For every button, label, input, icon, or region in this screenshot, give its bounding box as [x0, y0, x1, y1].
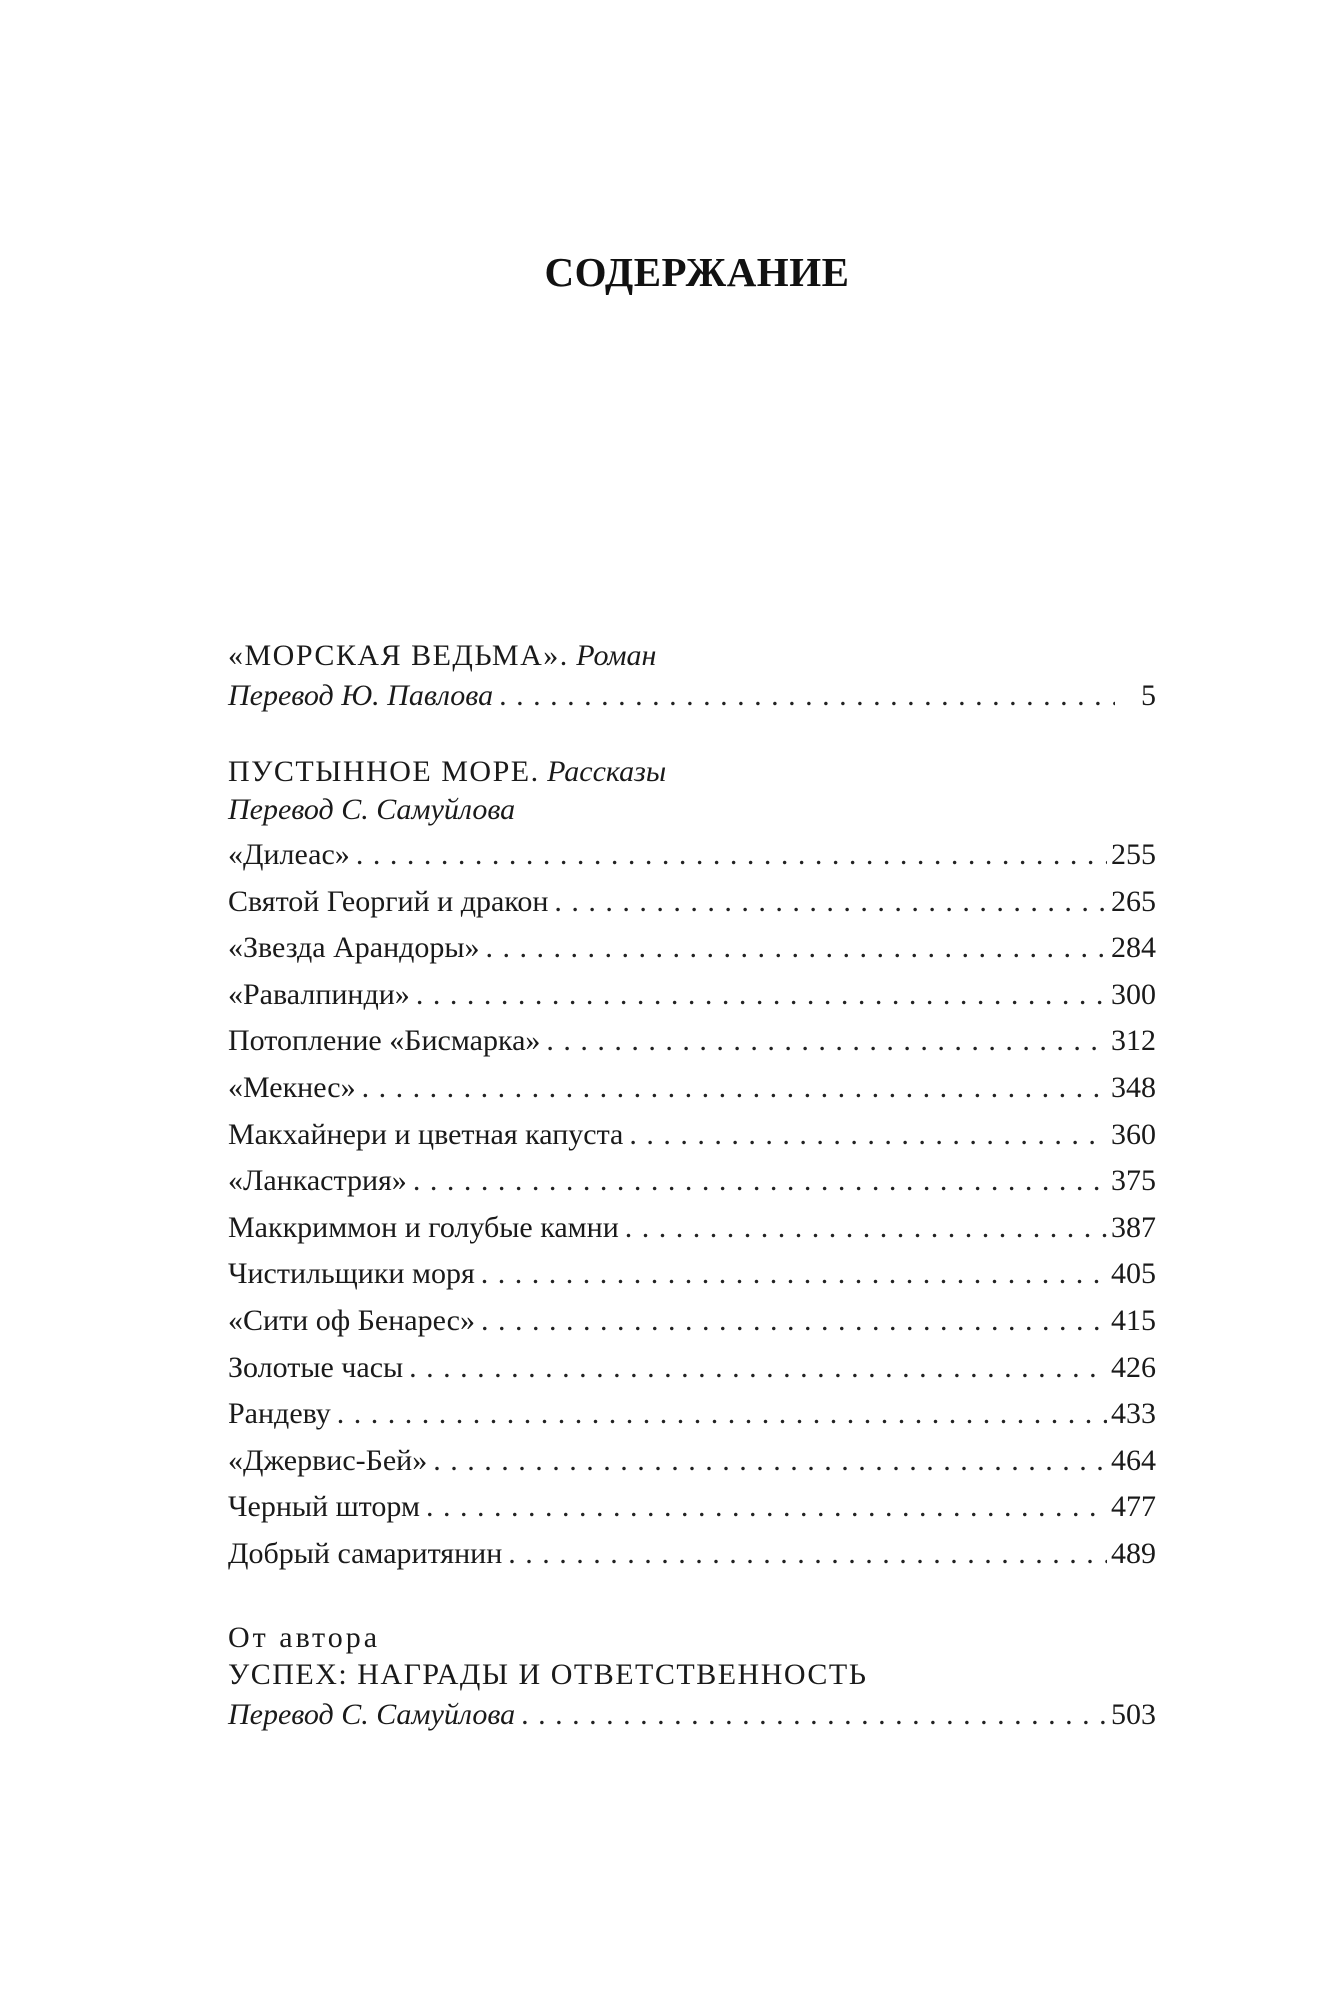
page-number: 387 — [1111, 1211, 1156, 1244]
stories-heading — [228, 752, 1156, 792]
page-number: 265 — [1111, 885, 1156, 918]
entry-title: «Мекнес» — [228, 1071, 356, 1104]
afterword-label: От автора — [228, 1621, 381, 1654]
dot-leader — [625, 1208, 1107, 1248]
dot-leader — [481, 1301, 1107, 1341]
entry-title: Золотые часы — [228, 1351, 404, 1384]
entry-title: Макхайнери и цветная капуста — [228, 1118, 624, 1151]
toc-entry[interactable] — [228, 975, 1156, 1015]
dot-leader — [362, 1068, 1107, 1108]
dot-leader — [508, 1534, 1107, 1574]
dot-leader — [337, 1394, 1107, 1434]
dot-leader — [486, 928, 1107, 968]
toc-entry[interactable] — [228, 1441, 1156, 1481]
page-number: 255 — [1111, 838, 1156, 871]
dot-leader — [433, 1441, 1107, 1481]
entry-title: «Равалпинди» — [228, 978, 410, 1011]
entry-title: Чистильщики моря — [228, 1257, 475, 1290]
entry-title: Черный шторм — [228, 1490, 420, 1523]
toc-entry[interactable] — [228, 1161, 1156, 1201]
entry-title: Рандеву — [228, 1397, 331, 1430]
toc-entry[interactable] — [228, 882, 1156, 922]
stories-genre: Рассказы — [547, 755, 667, 788]
toc-entry[interactable] — [228, 1487, 1156, 1527]
page-number: 405 — [1111, 1257, 1156, 1290]
page-number: 375 — [1111, 1164, 1156, 1197]
entry-title: Святой Георгий и дракон — [228, 885, 549, 918]
toc-entry[interactable] — [228, 928, 1156, 968]
toc-entry[interactable] — [228, 1208, 1156, 1248]
entry-title: «Дилеас» — [228, 838, 350, 871]
page-number: 426 — [1111, 1351, 1156, 1384]
novel-translator: Перевод Ю. Павлова — [228, 679, 494, 712]
page-number: 300 — [1111, 978, 1156, 1011]
stories-translator: Перевод С. Самуйлова — [228, 793, 516, 826]
page-number: 360 — [1111, 1118, 1156, 1151]
entry-title: «Звезда Арандоры» — [228, 931, 480, 964]
toc-entry[interactable] — [228, 1348, 1156, 1388]
dot-leader — [413, 1161, 1107, 1201]
novel-genre: Роман — [576, 639, 657, 672]
page-number: 477 — [1111, 1490, 1156, 1523]
dot-leader — [546, 1021, 1107, 1061]
toc-entry[interactable] — [228, 1301, 1156, 1341]
toc-entry[interactable] — [228, 835, 1156, 875]
entry-title: «Ланкастрия» — [228, 1164, 407, 1197]
toc-entry[interactable] — [228, 1021, 1156, 1061]
page-title: СОДЕРЖАНИЕ — [544, 249, 850, 295]
dot-leader — [416, 975, 1107, 1015]
page-number: 348 — [1111, 1071, 1156, 1104]
afterword-translator: Перевод С. Самуйлова — [228, 1698, 516, 1731]
toc-entry[interactable] — [228, 1115, 1156, 1155]
entry-title: «Сити оф Бенарес» — [228, 1304, 475, 1337]
afterword-entry[interactable] — [228, 1695, 1156, 1735]
entry-title: Маккриммон и голубые камни — [228, 1211, 619, 1244]
entry-title: Потопление «Бисмарка» — [228, 1024, 541, 1057]
dot-leader — [356, 835, 1107, 875]
toc-entry[interactable] — [228, 1068, 1156, 1108]
dot-leader — [409, 1348, 1107, 1388]
page-number: 489 — [1111, 1537, 1156, 1570]
stories-title[interactable]: ПУСТЫННОЕ МОРЕ. — [228, 755, 540, 788]
dot-leader — [629, 1115, 1107, 1155]
dot-leader — [499, 676, 1115, 716]
toc-entry[interactable] — [228, 1394, 1156, 1434]
page-number: 312 — [1111, 1024, 1156, 1057]
novel-heading — [228, 636, 1156, 676]
entry-title: Добрый самаритянин — [228, 1537, 503, 1570]
toc-entry[interactable] — [228, 1534, 1156, 1574]
dot-leader — [554, 882, 1107, 922]
page-number: 503 — [1111, 1698, 1156, 1731]
novel-entry[interactable] — [228, 676, 1156, 716]
dot-leader — [426, 1487, 1107, 1527]
novel-title[interactable]: «МОРСКАЯ ВЕДЬМА». — [228, 639, 569, 672]
page-number: 464 — [1111, 1444, 1156, 1477]
dot-leader — [521, 1695, 1107, 1735]
afterword-heading[interactable]: УСПЕХ: НАГРАДЫ И ОТВЕТСТВЕННОСТЬ — [228, 1658, 868, 1691]
page-number: 415 — [1111, 1304, 1156, 1337]
page-number: 433 — [1111, 1397, 1156, 1430]
entry-title: «Джервис-Бей» — [228, 1444, 428, 1477]
dot-leader — [481, 1254, 1107, 1294]
toc-entry[interactable] — [228, 1254, 1156, 1294]
page-number: 284 — [1111, 931, 1156, 964]
page-number: 5 — [1141, 679, 1156, 712]
